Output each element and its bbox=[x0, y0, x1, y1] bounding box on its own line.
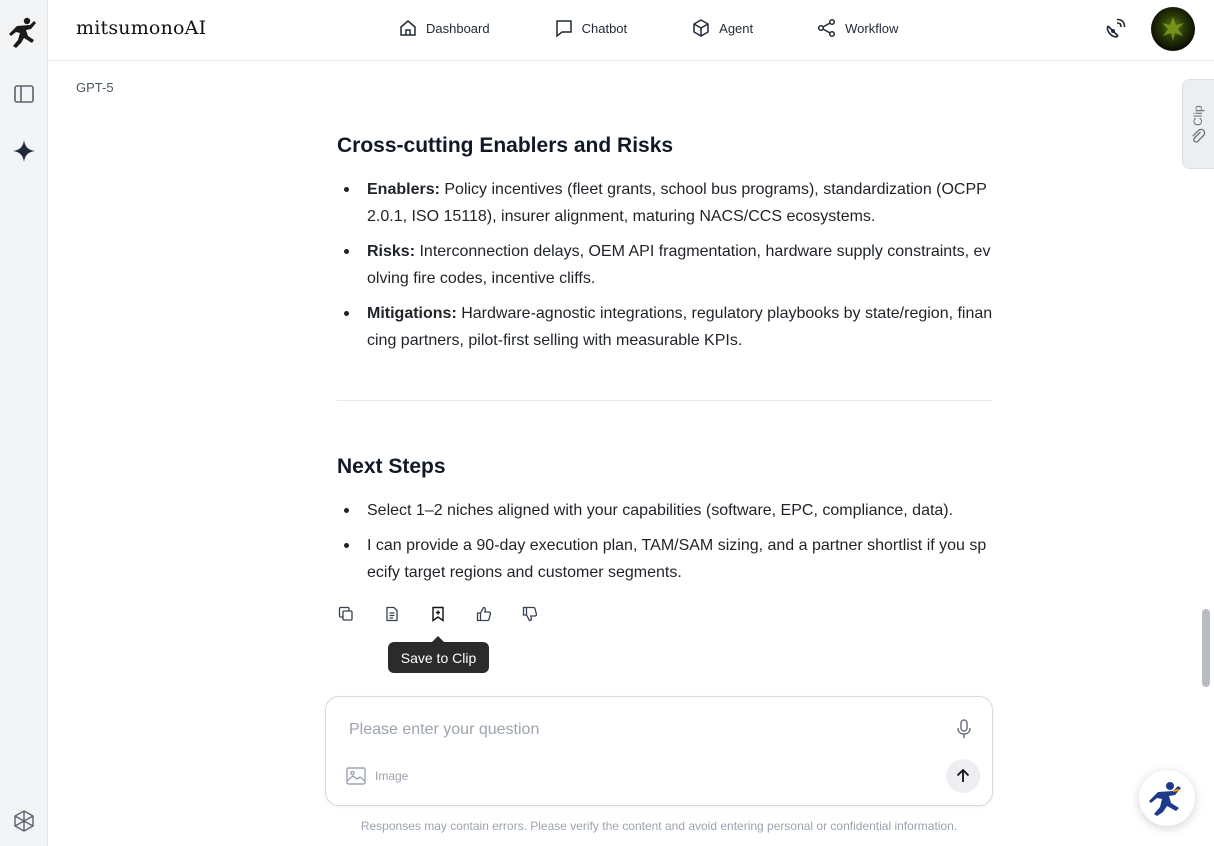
section-title: Next Steps bbox=[337, 455, 446, 478]
cube-settings-icon[interactable] bbox=[10, 807, 38, 835]
list-item bbox=[337, 300, 993, 354]
assistant-fab[interactable] bbox=[1139, 770, 1195, 826]
chat-response bbox=[337, 132, 993, 594]
ninja-mascot-icon bbox=[1148, 779, 1186, 817]
main-nav bbox=[398, 18, 898, 38]
model-label: GPT-5 bbox=[76, 80, 114, 95]
list-item-text: Interconnection delays, OEM API fragmentation, hardware supply constraints, evolving fire codes, incentive cliffs. bbox=[367, 243, 991, 287]
sidebar-toggle-icon[interactable] bbox=[10, 80, 38, 108]
home-icon bbox=[398, 18, 418, 38]
arrow-up-icon bbox=[954, 767, 972, 785]
share-icon bbox=[817, 18, 837, 38]
user-avatar[interactable] bbox=[1151, 7, 1195, 51]
clip-tab-label: Clip bbox=[1191, 105, 1205, 126]
section-title: Cross-cutting Enablers and Risks bbox=[337, 134, 674, 157]
list-item-term: Enablers: bbox=[367, 181, 440, 198]
list-item-text: Hardware-agnostic integrations, regulatory playbooks by state/region, financing partners, pilot-first selling with measurable KPIs. bbox=[367, 305, 993, 349]
disclaimer-text: Responses may contain errors. Please verify the content and avoid entering personal or confidential information. bbox=[360, 819, 958, 833]
list-item bbox=[337, 176, 993, 230]
cube-icon bbox=[691, 18, 711, 38]
nav-workflow[interactable] bbox=[817, 18, 898, 38]
list-item-term: Mitigations: bbox=[367, 305, 457, 322]
microphone-icon[interactable] bbox=[952, 717, 976, 741]
image-upload-button[interactable] bbox=[345, 765, 408, 787]
scrollbar-thumb[interactable] bbox=[1202, 609, 1210, 687]
image-upload-label: Image bbox=[375, 769, 409, 783]
send-button[interactable] bbox=[946, 759, 980, 793]
paperclip-icon bbox=[1190, 128, 1206, 144]
document-icon[interactable] bbox=[383, 605, 401, 623]
list-item-text: I can provide a 90-day execution plan, TAM/SAM sizing, and a partner shortlist if you specify target regions and customer segments. bbox=[367, 537, 987, 581]
image-icon bbox=[345, 765, 367, 787]
message-actions bbox=[337, 605, 567, 623]
brand-name: mitsumonoAI bbox=[76, 17, 207, 39]
bullet-list bbox=[337, 176, 993, 354]
top-header bbox=[48, 0, 1214, 61]
sparkle-icon[interactable] bbox=[10, 137, 38, 165]
list-item-term: Risks: bbox=[367, 243, 416, 260]
save-to-clip-tooltip: Save to Clip bbox=[388, 642, 489, 673]
list-item bbox=[337, 532, 993, 586]
nav-dashboard[interactable] bbox=[398, 18, 490, 38]
nav-workflow-label: Workflow bbox=[845, 20, 899, 36]
copy-icon[interactable] bbox=[337, 605, 355, 623]
divider bbox=[337, 400, 993, 401]
ninja-logo-icon[interactable] bbox=[8, 15, 40, 51]
list-item bbox=[337, 497, 993, 524]
chat-icon bbox=[554, 18, 574, 38]
nav-chatbot[interactable] bbox=[554, 18, 628, 38]
list-item bbox=[337, 238, 993, 292]
nav-chatbot-label: Chatbot bbox=[581, 20, 628, 36]
list-item-text: Policy incentives (fleet grants, school bus programs), standardization (OCPP 2.0.1, ISO 15118), insurer alignment, maturing NACS/CCS ecosystems. bbox=[367, 181, 987, 225]
thumbs-up-icon[interactable] bbox=[475, 605, 493, 623]
nav-dashboard-label: Dashboard bbox=[426, 20, 490, 36]
nav-agent[interactable] bbox=[691, 18, 753, 38]
left-rail bbox=[0, 0, 48, 846]
bookmark-icon[interactable] bbox=[429, 605, 447, 623]
thumbs-down-icon[interactable] bbox=[521, 605, 539, 623]
bullet-list bbox=[337, 497, 993, 586]
satellite-icon[interactable] bbox=[1104, 18, 1126, 40]
nav-agent-label: Agent bbox=[719, 20, 754, 36]
list-item-text: Select 1–2 niches aligned with your capabilities (software, EPC, compliance, data). bbox=[367, 502, 954, 519]
question-input[interactable] bbox=[349, 717, 929, 743]
clip-panel-tab[interactable] bbox=[1182, 79, 1214, 169]
chat-composer bbox=[325, 696, 993, 806]
